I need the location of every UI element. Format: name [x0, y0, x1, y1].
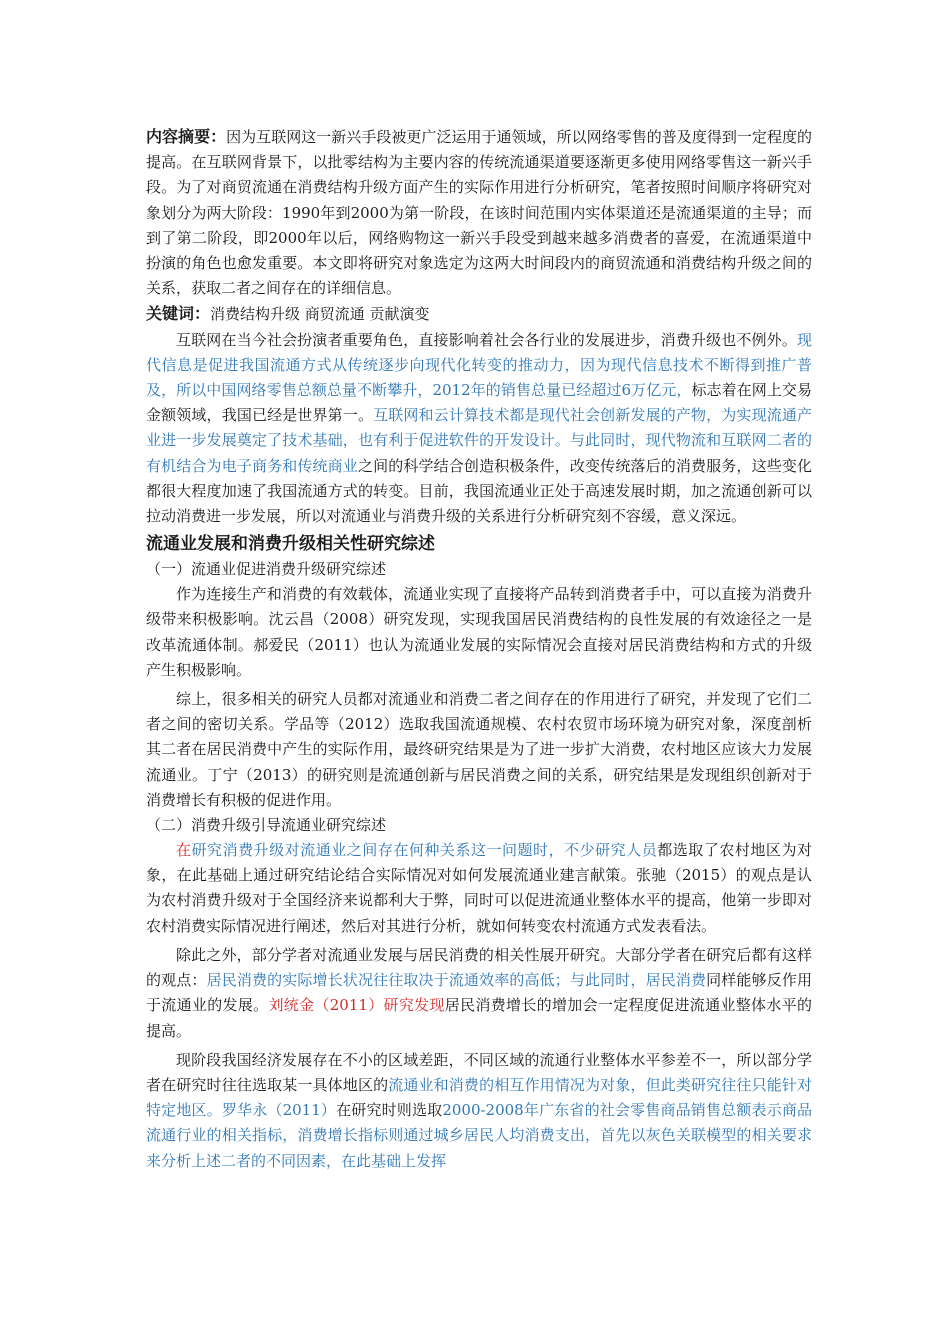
keywords-text: 消费结构升级 商贸流通 贡献演变: [210, 305, 430, 324]
sub2-p1-blue: 研究消费升级对流通业之间存在何种关系这一问题时，不少研究人员: [191, 841, 658, 860]
abstract-paragraph: [146, 124, 812, 301]
sub2-p3-blue-3: 2000-2008年广东省的社会零售商品销售总额表示商品流通行业的相关指标，消费增长指标则通过城乡居民人均消费支出，首先以灰色关联模型的相关要求来分析上述二者的不同因素，在此基础上发挥: [146, 1101, 812, 1170]
sub2-p2-red: 刘统金（2011）研究发现: [268, 996, 445, 1015]
sub2-p2-text-c: 居民消费增长的增加会一定程度促进流通业整体水平的提高。: [146, 996, 812, 1040]
keywords-paragraph: [146, 301, 812, 327]
intro-paragraph: [146, 328, 812, 530]
subsection-1-title: （一）流通业促进消费升级研究综述: [146, 560, 387, 579]
sub2-p2-text-b: 同样能够反作用于流通业的发展。: [146, 971, 812, 1015]
section-title: 流通业发展和消费升级相关性研究综述: [146, 534, 435, 555]
keywords-label: 关键词：: [146, 304, 211, 324]
abstract-text: 因为互联网这一新兴手段被更广泛运用于通领域，所以网络零售的普及度得到一定程度的提高。在互联网背景下，以批零结构为主要内容的传统流通渠道要逐渐更多使用网络零售这一新兴手段。为了对商贸流通在消费结构升级方面产生的实际作用进行分析研究，笔者按照时间顺序将研究对象划分为两大阶段：1990年到2000为第一阶段，在该时间范围内实体渠道还是流通渠道的主导；而到了第二阶段，即2000年以后，网络购物这一新兴手段受到越来越多消费者的喜爱，在流通渠道中扮演的角色也愈发重要。本文即将研究对象选定为这两大时间段内的商贸流通和消费结构升级之间的关系，获取二者之间存在的详细信息。: [146, 128, 812, 298]
sub2-p3-blue-1: 流通业和消费的相互作用情况为对象，但此类研究往往只能针对特定地区。: [146, 1075, 812, 1120]
document-page: [146, 124, 812, 1174]
subsection-2-paragraph-1: [146, 838, 812, 939]
intro-text-3: 之间的科学结合创造积极条件，改变传统落后的消费服务，这些变化都很大程度加速了我国流通方式的转变。目前，我国流通业正处于高速发展时期，加之流通创新可以拉动消费进一步发展，所以对流通业与消费升级的关系进行分析研究刻不容缓，意义深远。: [146, 456, 812, 526]
subsection-2-paragraph-2: [146, 943, 812, 1044]
subsection-2-title: （二）消费升级引导流通业研究综述: [146, 816, 387, 835]
intro-text-2: 标志着在网上交易金额领域，我国已经是世界第一。: [146, 381, 812, 425]
sub2-p1-text: 都选取了农村地区为对象，在此基础上通过研究结论结合实际情况对如何发展流通业建言献策。张驰（2015）的观点是认为农村消费升级对于全国经济来说都利大于弊，同时可以促进流通业整体水平的提高，他第一步即对农村消费实际情况进行阐述，然后对其进行分析，就如何转变农村流通方式发表看法。: [146, 841, 812, 935]
sub2-p2-text-a: 除此之外，部分学者对流通业发展与居民消费的相关性展开研究。大部分学者在研究后都有这样的观点：: [146, 945, 812, 990]
sub2-p3-text-a: 现阶段我国经济发展存在不小的区域差距，不同区域的流通行业整体水平参差不一，所以部分学者在研究时往往选取某一具体地区的: [146, 1050, 812, 1094]
abstract-label: 内容摘要：: [146, 127, 227, 146]
subsection-2-paragraph-3: [146, 1048, 812, 1174]
subsection-1-paragraph-1: 作为连接生产和消费的有效载体，流通业实现了直接将产品转到消费者手中，可以直接为消费升级带来积极影响。沈云昌（2008）研究发现，实现我国居民消费结构的良性发展的有效途径之一是改革流通体制。郝爱民（2011）也认为流通业发展的实际情况会直接对居民消费结构和方式的升级产生积极影响。: [146, 585, 812, 679]
subsection-1-paragraph-2: 综上，很多相关的研究人员都对流通业和消费二者之间存在的作用进行了研究，并发现了它们二者之间的密切关系。学品等（2012）选取我国流通规模、农村农贸市场环境为研究对象，深度剖析其二者在居民消费中产生的实际作用，最终研究结果是为了进一步扩大消费，农村地区应该大力发展流通业。丁宁（2013）的研究则是流通创新与居民消费之间的关系，研究结果是发现组织创新对于消费增长有积极的促进作用。: [146, 690, 812, 809]
sub2-p2-blue: 居民消费的实际增长状况往往取决于流通效率的高低；与此同时，居民消费: [206, 971, 707, 990]
sub2-p1-red: 在: [176, 841, 192, 860]
intro-text-1: 互联网在当今社会扮演者重要角色，直接影响着社会各行业的发展进步，消费升级也不例外。: [176, 330, 797, 349]
intro-highlight-2: 互联网和云计算技术都是现代社会创新发展的产物，为实现流通产业进一步发展奠定了技术基础，也有利于促进软件的开发设计。与此同时，现代物流和互联网二者的有机结合为电子商务和传统商业: [146, 406, 812, 475]
sub2-p3-text-b: 在研究时则选取: [336, 1101, 443, 1120]
sub2-p3-blue-2: 罗华永（2011）: [221, 1101, 337, 1120]
intro-highlight-1: 现代信息是促进我国流通方式从传统逐步向现代化转变的推动力，因为现代信息技术不断得到推广普及，所以中国网络零售总额总量不断攀升，2012年的销售总量已经超过6万亿元，: [146, 330, 812, 400]
